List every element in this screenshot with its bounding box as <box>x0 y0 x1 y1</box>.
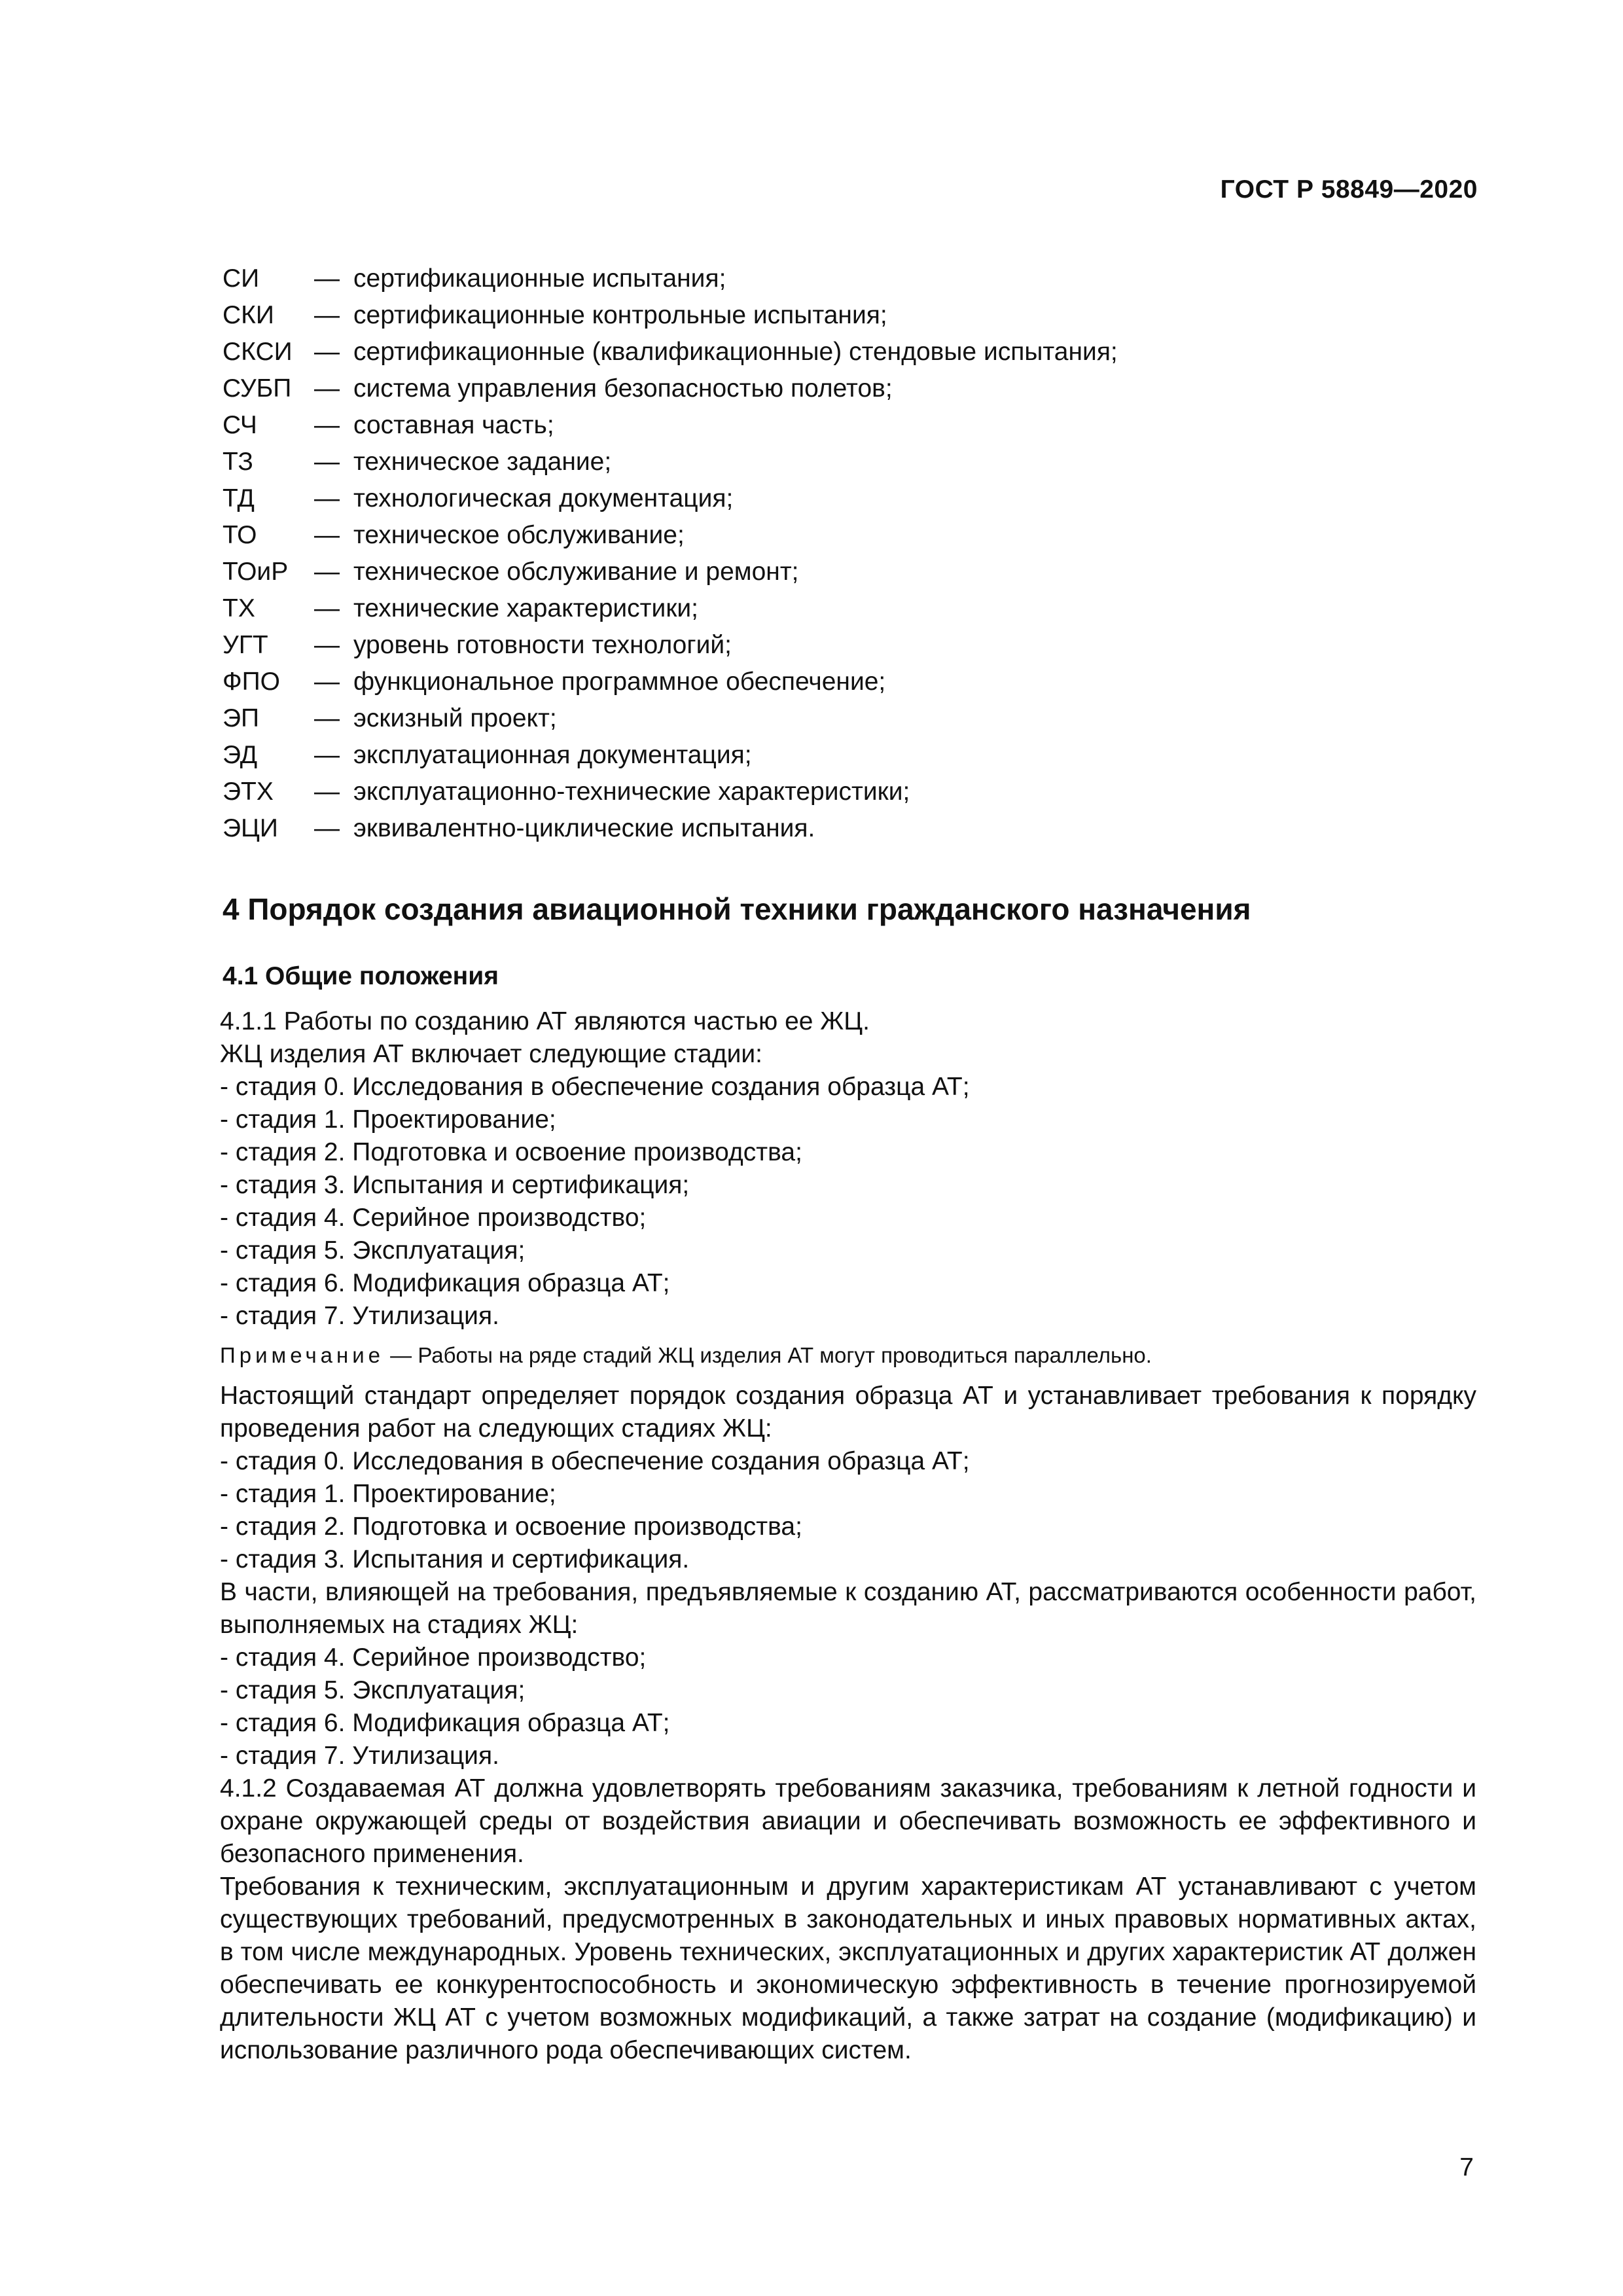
abbreviation-definition: сертификационные испытания; <box>353 264 726 293</box>
abbreviation-definition: эксплуатационно-технические характеристики; <box>353 778 910 806</box>
list-item: - стадия 3. Испытания и сертификация; <box>220 1171 690 1199</box>
list-item: - стадия 4. Серийное производство; <box>220 1204 647 1232</box>
abbreviation-row <box>223 627 1466 664</box>
abbreviation-row <box>223 737 1466 774</box>
abbreviation-row <box>223 517 1466 554</box>
abbreviation-dash: — <box>314 338 340 366</box>
abbreviation-term: СКСИ <box>223 338 293 366</box>
abbreviation-dash: — <box>314 448 340 476</box>
abbreviation-list <box>223 260 1466 847</box>
abbreviation-term: СИ <box>223 264 260 293</box>
abbreviation-term: ТОиР <box>223 558 289 586</box>
section-body <box>220 1005 1476 2067</box>
list-item: - стадия 7. Утилизация. <box>220 1302 499 1330</box>
list-item: - стадия 5. Эксплуатация; <box>220 1236 526 1265</box>
abbreviation-row <box>223 700 1466 737</box>
list-item: - стадия 6. Модификация образца АТ; <box>220 1269 670 1297</box>
abbreviation-term: ТХ <box>223 594 255 622</box>
list-item: - стадия 4. Серийное производство; <box>220 1643 647 1672</box>
list-item: - стадия 1. Проектирование; <box>220 1105 556 1134</box>
abbreviation-definition: сертификационные (квалификационные) стендовые испытания; <box>353 338 1118 366</box>
abbreviation-dash: — <box>314 741 340 769</box>
subsection-title: 4.1 Общие положения <box>223 962 499 990</box>
abbreviation-term: ТЗ <box>223 448 253 476</box>
abbreviation-term: СКИ <box>223 301 274 329</box>
abbreviation-definition: уровень готовности технологий; <box>353 631 732 659</box>
list-item: - стадия 2. Подготовка и освоение производства; <box>220 1138 802 1166</box>
abbreviation-term: ЭТХ <box>223 778 274 806</box>
list-item: - стадия 2. Подготовка и освоение производства; <box>220 1513 802 1541</box>
abbreviation-dash: — <box>314 704 340 732</box>
abbreviation-term: ЭД <box>223 741 258 769</box>
abbreviation-dash: — <box>314 264 340 293</box>
abbreviation-definition: сертификационные контрольные испытания; <box>353 301 887 329</box>
abbreviation-term: ЭП <box>223 704 260 732</box>
abbreviation-definition: эскизный проект; <box>353 704 557 732</box>
abbreviation-dash: — <box>314 558 340 586</box>
paragraph-4-1-2: 4.1.2 Создаваемая АТ должна удовлетворять требованиям заказчика, требованиям к летной годности и охране окружающей среды от воздействия авиации и обеспечивать возможность ее эффективного и безопасного применения. <box>220 1774 1476 1868</box>
section-title: 4 Порядок создания авиационной техники гражданского назначения <box>223 892 1251 926</box>
abbreviation-term: СУБП <box>223 374 292 403</box>
abbreviation-dash: — <box>314 484 340 512</box>
abbreviation-dash: — <box>314 301 340 329</box>
list-item: - стадия 7. Утилизация. <box>220 1742 499 1770</box>
abbreviation-dash: — <box>314 411 340 439</box>
abbreviation-dash: — <box>314 814 340 842</box>
abbreviation-definition: технические характеристики; <box>353 594 699 622</box>
requirements-paragraph: Требования к техническим, эксплуатационным и другим характеристикам АТ устанавливают с учетом существующих требований, предусмотренных в законодательных и иных правовых нормативных актах, в том числе международных. Уровень технических, эксплуатационных и других характеристик АТ должен обеспечивать ее конкурентоспособность и экономическую эффективность в течение прогнозируемой длительности ЖЦ АТ с учетом возможных модификаций, а также затрат на создание (модификацию) и использование различного рода обеспечивающих систем. <box>220 1873 1476 2064</box>
abbreviation-row <box>223 554 1466 590</box>
list-item: - стадия 0. Исследования в обеспечение создания образца АТ; <box>220 1073 970 1101</box>
abbreviation-definition: технологическая документация; <box>353 484 734 512</box>
abbreviation-term: УГТ <box>223 631 268 659</box>
abbreviation-dash: — <box>314 374 340 403</box>
abbreviation-row <box>223 590 1466 627</box>
list-item: - стадия 6. Модификация образца АТ; <box>220 1709 670 1737</box>
abbreviation-term: ФПО <box>223 668 281 696</box>
paragraph-4-1-1: 4.1.1 Работы по созданию АТ являются частью ее ЖЦ. <box>220 1007 870 1035</box>
abbreviation-dash: — <box>314 668 340 696</box>
abbreviation-dash: — <box>314 778 340 806</box>
abbreviation-dash: — <box>314 594 340 622</box>
abbreviation-term: СЧ <box>223 411 257 439</box>
scope-paragraph: Настоящий стандарт определяет порядок создания образца АТ и устанавливает требования к порядку проведения работ на следующих стадиях ЖЦ: <box>220 1382 1476 1443</box>
abbreviation-term: ТД <box>223 484 255 512</box>
abbreviation-row <box>223 260 1466 297</box>
abbreviation-definition: система управления безопасностью полетов; <box>353 374 893 403</box>
features-paragraph: В части, влияющей на требования, предъявляемые к созданию АТ, рассматриваются особенности работ, выполняемых на стадиях ЖЦ: <box>220 1578 1476 1639</box>
abbreviation-definition: функциональное программное обеспечение; <box>353 668 886 696</box>
abbreviation-row <box>223 297 1466 334</box>
abbreviation-row <box>223 480 1466 517</box>
abbreviation-definition: эквивалентно-циклические испытания. <box>353 814 815 842</box>
abbreviation-row <box>223 370 1466 407</box>
abbreviation-row <box>223 774 1466 810</box>
abbreviation-row <box>223 407 1466 444</box>
abbreviation-term: ТО <box>223 521 257 549</box>
abbreviation-definition: эксплуатационная документация; <box>353 741 752 769</box>
list-item: - стадия 1. Проектирование; <box>220 1480 556 1508</box>
document-standard-number: ГОСТ Р 58849—2020 <box>1220 175 1478 204</box>
abbreviation-definition: техническое обслуживание и ремонт; <box>353 558 799 586</box>
stages-intro: ЖЦ изделия АТ включает следующие стадии: <box>220 1040 763 1068</box>
abbreviation-row <box>223 664 1466 700</box>
abbreviation-definition: техническое задание; <box>353 448 612 476</box>
list-item: - стадия 3. Испытания и сертификация. <box>220 1545 690 1573</box>
note <box>220 1340 1476 1371</box>
abbreviation-definition: техническое обслуживание; <box>353 521 685 549</box>
abbreviation-row <box>223 334 1466 370</box>
note-text: — Работы на ряде стадий ЖЦ изделия АТ могут проводиться параллельно. <box>384 1343 1152 1367</box>
page-number: 7 <box>1459 2153 1474 2181</box>
note-label: Примечание <box>220 1343 385 1367</box>
abbreviation-definition: составная часть; <box>353 411 554 439</box>
abbreviation-dash: — <box>314 631 340 659</box>
abbreviation-dash: — <box>314 521 340 549</box>
abbreviation-row <box>223 444 1466 480</box>
list-item: - стадия 0. Исследования в обеспечение создания образца АТ; <box>220 1447 970 1475</box>
abbreviation-term: ЭЦИ <box>223 814 278 842</box>
list-item: - стадия 5. Эксплуатация; <box>220 1676 526 1704</box>
abbreviation-row <box>223 810 1466 847</box>
